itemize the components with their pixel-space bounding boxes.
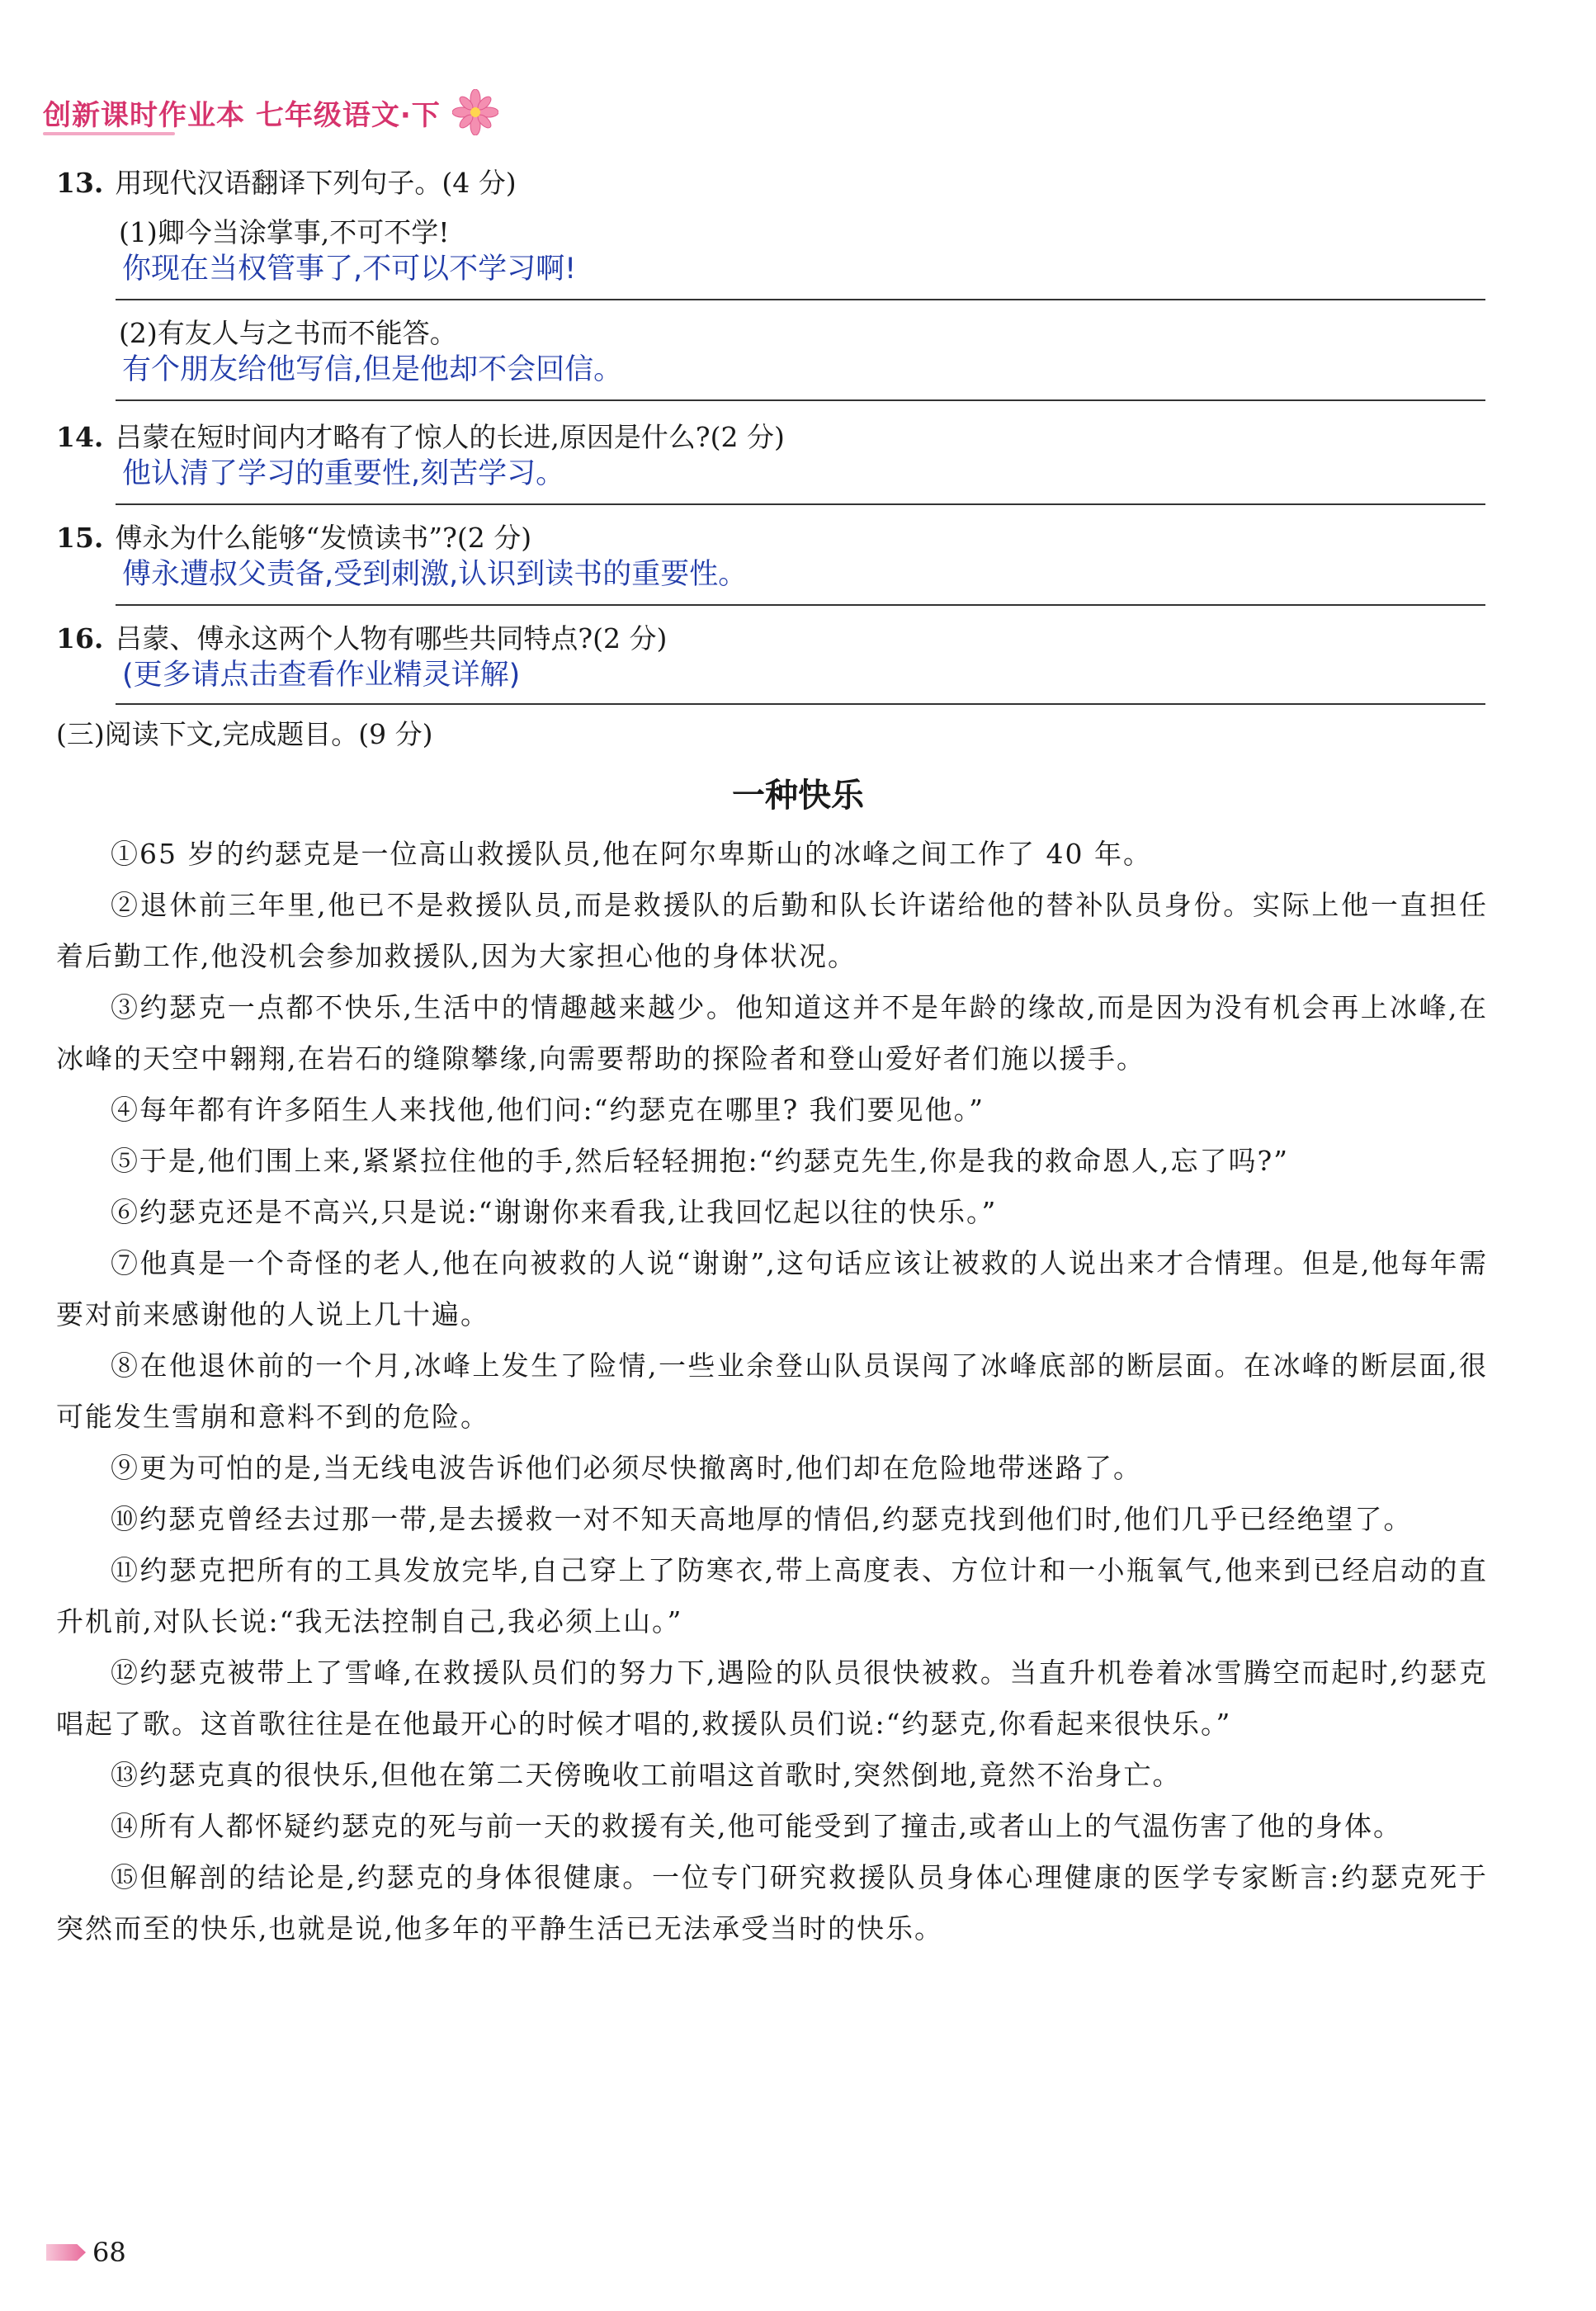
q13-answer-1: 你现在当权管事了,不可以不学习啊! xyxy=(122,253,577,286)
article-body xyxy=(56,829,1488,1954)
answer-line xyxy=(116,604,1485,606)
paragraph: ⑤于是,他们围上来,紧紧拉住他的手,然后轻轻拥抱:“约瑟克先生,你是我的救命恩人,忘了吗?” xyxy=(111,1145,1290,1177)
header-underline xyxy=(43,132,175,135)
page-header xyxy=(43,89,498,135)
q16-answer-link[interactable]: (更多请点击查看作业精灵详解) xyxy=(122,659,521,692)
paragraph: ⑦他真是一个奇怪的老人,他在向被救的人说“谢谢”,这句话应该让被救的人说出来才合情理。但是,他每年需要对前来感谢他的人说上几十遍。 xyxy=(56,1247,1488,1330)
q14-answer: 他认清了学习的重要性,刻苦学习。 xyxy=(122,457,565,490)
answer-line xyxy=(116,399,1485,401)
answer-line xyxy=(116,299,1485,300)
section-heading: (三)阅读下文,完成题目。(9 分) xyxy=(56,718,433,750)
question-text: 吕蒙、傅永这两个人物有哪些共同特点?(2 分) xyxy=(115,622,668,655)
paragraph: ⑧在他退休前的一个月,冰峰上发生了险情,一些业余登山队员误闯了冰峰底部的断层面。在冰峰的断层面,很可能发生雪崩和意料不到的危险。 xyxy=(56,1349,1488,1433)
question-number: 13. xyxy=(56,167,104,199)
q15-answer: 傅永遭叔父责备,受到刺激,认识到读书的重要性。 xyxy=(122,558,748,591)
question-number: 16. xyxy=(56,622,104,655)
question-text: 傅永为什么能够“发愤读书”?(2 分) xyxy=(115,522,532,554)
paragraph: ⑪约瑟克把所有的工具发放完毕,自己穿上了防寒衣,带上高度表、方位计和一小瓶氧气,他来到已经启动的直升机前,对队长说:“我无法控制自己,我必须上山。” xyxy=(56,1554,1488,1638)
q13-answer-2: 有个朋友给他写信,但是他却不会回信。 xyxy=(122,353,623,386)
paragraph: ⑩约瑟克曾经去过那一带,是去援救一对不知天高地厚的情侣,约瑟克找到他们时,他们几乎已经绝望了。 xyxy=(111,1503,1413,1535)
question-text: 吕蒙在短时间内才略有了惊人的长进,原因是什么?(2 分) xyxy=(115,421,785,453)
paragraph: ①65 岁的约瑟克是一位高山救援队员,他在阿尔卑斯山的冰峰之间工作了 40 年。 xyxy=(111,838,1152,870)
question-16 xyxy=(56,619,1484,659)
question-14 xyxy=(56,418,1484,457)
answer-line xyxy=(116,503,1485,505)
answer-line xyxy=(116,703,1485,705)
arrow-icon xyxy=(46,2244,86,2261)
question-13 xyxy=(56,163,1484,203)
paragraph: ⑬约瑟克真的很快乐,但他在第二天傍晚收工前唱这首歌时,突然倒地,竟然不治身亡。 xyxy=(111,1759,1182,1791)
question-15 xyxy=(56,518,1484,558)
question-text: 用现代汉语翻译下列句子。(4 分) xyxy=(115,167,517,199)
question-number: 14. xyxy=(56,421,104,453)
page-number: 68 xyxy=(92,2237,126,2268)
article-title: 一种快乐 xyxy=(732,777,864,815)
q13-sentence-1: (1)卿今当涂掌事,不可不学! xyxy=(119,216,450,248)
paragraph: ⑭所有人都怀疑约瑟克的死与前一天的救援有关,他可能受到了撞击,或者山上的气温伤害了他的身体。 xyxy=(111,1810,1402,1842)
q13-sentence-2: (2)有友人与之书而不能答。 xyxy=(119,317,457,349)
paragraph: ⑫约瑟克被带上了雪峰,在救援队员们的努力下,遇险的队员很快被救。当直升机卷着冰雪腾空而起时,约瑟克唱起了歌。这首歌往往是在他最开心的时候才唱的,救援队员们说:“约瑟克,你看起来很快乐。” xyxy=(56,1656,1488,1740)
paragraph: ②退休前三年里,他已不是救援队员,而是救援队的后勤和队长许诺给他的替补队员身份。实际上他一直担任着后勤工作,他没机会参加救援队,因为大家担心他的身体状况。 xyxy=(56,889,1488,972)
page-footer xyxy=(46,2237,126,2268)
paragraph: ④每年都有许多陌生人来找他,他们问:“约瑟克在哪里? 我们要见他。” xyxy=(111,1094,985,1126)
flower-icon xyxy=(452,89,498,135)
book-title: 创新课时作业本 七年级语文·下 xyxy=(43,98,441,132)
paragraph: ⑨更为可怕的是,当无线电波告诉他们必须尽快撤离时,他们却在危险地带迷路了。 xyxy=(111,1452,1142,1484)
paragraph: ③约瑟克一点都不快乐,生活中的情趣越来越少。他知道这并不是年龄的缘故,而是因为没有机会再上冰峰,在冰峰的天空中翱翔,在岩石的缝隙攀缘,向需要帮助的探险者和登山爱好者们施以援手。 xyxy=(56,991,1488,1075)
paragraph: ⑮但解剖的结论是,约瑟克的身体很健康。一位专门研究救援队员身体心理健康的医学专家断言:约瑟克死于突然而至的快乐,也就是说,他多年的平静生活已无法承受当时的快乐。 xyxy=(56,1861,1488,1945)
paragraph: ⑥约瑟克还是不高兴,只是说:“谢谢你来看我,让我回忆起以往的快乐。” xyxy=(111,1196,998,1228)
question-number: 15. xyxy=(56,522,104,554)
